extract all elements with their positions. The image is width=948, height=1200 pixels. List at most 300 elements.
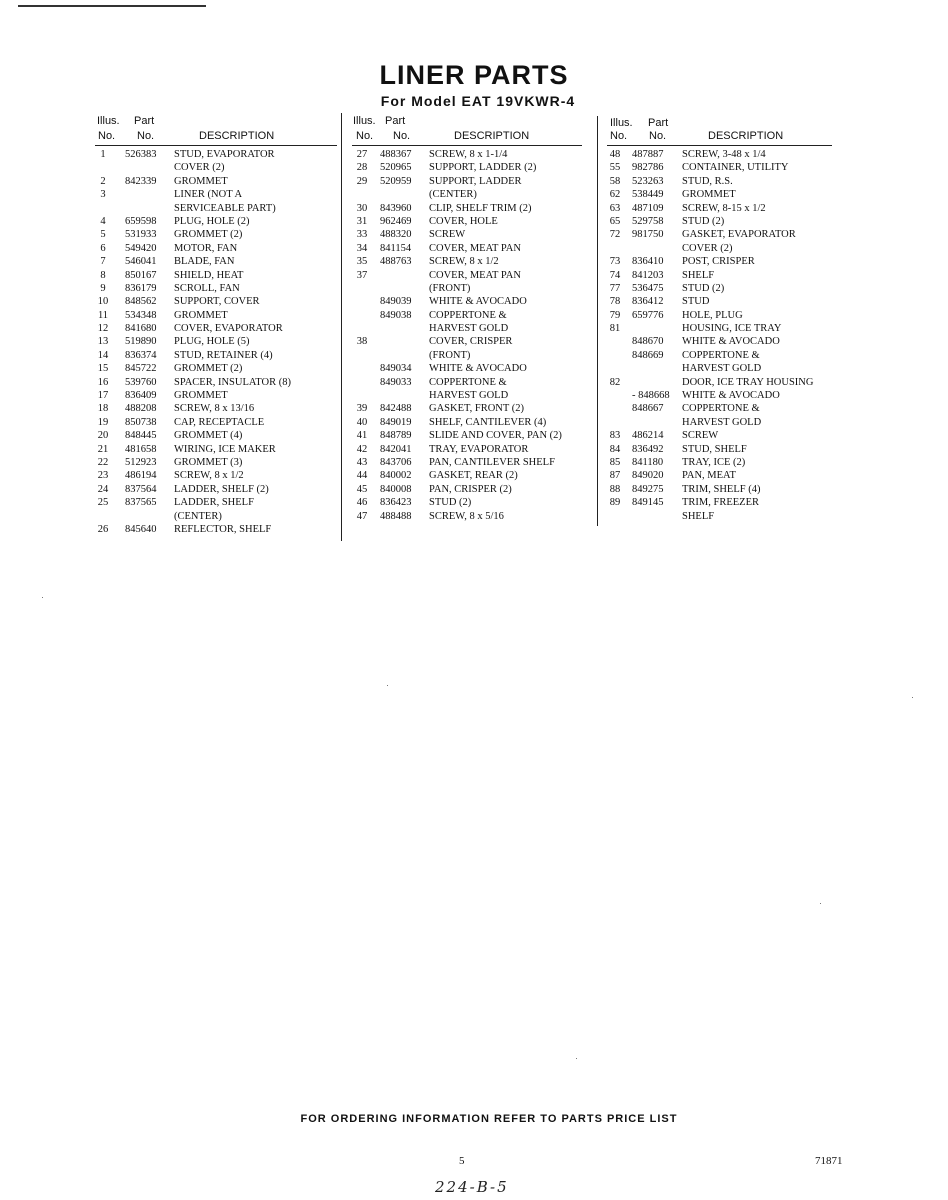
- table-row: [352, 242, 582, 255]
- illus-number: 44: [356, 470, 368, 482]
- model-subtitle: For Model EAT 19VKWR-4: [380, 93, 576, 109]
- parts-rows: [607, 148, 832, 523]
- table-row: [95, 269, 337, 282]
- part-description: (CENTER): [174, 510, 222, 522]
- illus-number: 41: [356, 430, 368, 442]
- part-number: 523263: [632, 175, 664, 187]
- part-number: 836179: [125, 282, 157, 294]
- illus-number: 25: [97, 497, 109, 509]
- header-part: Part: [385, 115, 406, 127]
- illus-number: 37: [356, 269, 368, 281]
- part-number: 841203: [632, 269, 664, 281]
- header-rule: [352, 145, 582, 146]
- table-row: [95, 215, 337, 228]
- table-row: [352, 255, 582, 268]
- part-description: GROMMET (4): [174, 430, 243, 442]
- parts-rows: [352, 148, 582, 523]
- part-description: SCREW, 8 x 13/16: [174, 403, 255, 415]
- part-description: GROMMET: [174, 390, 228, 402]
- header-description: DESCRIPTION: [708, 130, 784, 142]
- part-description: SCREW, 3-48 x 1/4: [682, 149, 766, 160]
- scan-speck: [42, 597, 43, 598]
- part-number: 488488: [380, 510, 412, 522]
- table-row: [95, 376, 337, 389]
- part-description: COPPERTONE &: [429, 376, 507, 388]
- part-number: 849019: [380, 416, 412, 428]
- illus-number: 43: [356, 456, 368, 468]
- illus-number: 39: [356, 403, 368, 415]
- table-row: [352, 161, 582, 174]
- illus-number: 9: [100, 282, 106, 294]
- part-number: 849034: [380, 363, 412, 375]
- part-description: POST, CRISPER: [682, 256, 755, 268]
- table-row: [607, 269, 832, 282]
- part-description: PAN, CRISPER (2): [429, 483, 512, 495]
- part-description: HARVEST GOLD: [682, 416, 762, 428]
- part-description: SLIDE AND COVER, PAN (2): [429, 430, 562, 442]
- part-description: GROMMET: [174, 309, 228, 321]
- part-description: SHELF: [682, 510, 715, 522]
- scan-speck: [387, 685, 388, 686]
- illus-number: 63: [609, 202, 621, 214]
- part-description: LADDER, SHELF (2): [174, 483, 269, 495]
- part-number: 526383: [125, 149, 157, 160]
- part-number: 848789: [380, 430, 412, 442]
- part-description: GROMMET (2): [174, 363, 243, 375]
- top-rule: [18, 5, 206, 7]
- illus-number: 79: [609, 309, 621, 321]
- table-row: [352, 429, 582, 442]
- illus-number: 2: [100, 175, 106, 187]
- table-row: [352, 335, 582, 348]
- header-no: No.: [610, 130, 628, 142]
- part-number: 512923: [125, 456, 157, 468]
- part-description: GROMMET: [174, 175, 228, 187]
- part-description: REFLECTOR, SHELF: [174, 523, 272, 535]
- ordering-note: FOR ORDERING INFORMATION REFER TO PARTS PRICE LIST: [300, 1113, 678, 1125]
- part-number: 849020: [632, 470, 664, 482]
- illus-number: 81: [609, 323, 621, 335]
- table-row: [352, 228, 582, 241]
- illus-number: 23: [97, 470, 109, 482]
- part-number: 488320: [380, 229, 412, 241]
- table-row: [95, 255, 337, 268]
- illus-number: 78: [609, 296, 621, 308]
- parts-rows: [95, 148, 337, 536]
- illus-number: 31: [356, 215, 368, 227]
- part-description: CONTAINER, UTILITY: [682, 162, 789, 174]
- illus-number: 6: [100, 242, 106, 254]
- part-description: SCREW, 8 x 1/2: [174, 470, 244, 482]
- table-row: [95, 389, 337, 402]
- table-row: [95, 202, 337, 215]
- table-row: [352, 469, 582, 482]
- part-number: 481658: [125, 443, 157, 455]
- illus-number: 10: [97, 296, 109, 308]
- table-row: [607, 402, 832, 415]
- table-row: [95, 456, 337, 469]
- part-description: GASKET, REAR (2): [429, 470, 518, 482]
- table-row: [95, 429, 337, 442]
- header-part: Part: [648, 117, 669, 129]
- part-number: 849039: [380, 296, 412, 308]
- table-row: [95, 242, 337, 255]
- part-number: 848667: [632, 403, 664, 415]
- table-row: [607, 429, 832, 442]
- part-number: 850167: [125, 269, 157, 281]
- part-number: 836412: [632, 296, 664, 308]
- header-illus: Illus.: [97, 115, 120, 127]
- table-row: [607, 335, 832, 348]
- column-header: [607, 113, 832, 145]
- illus-number: 72: [609, 229, 621, 241]
- column-divider-right: [597, 116, 598, 526]
- part-description: COPPERTONE &: [429, 309, 507, 321]
- part-number: 848562: [125, 296, 157, 308]
- table-row: [95, 349, 337, 362]
- part-number: 487887: [632, 149, 664, 160]
- part-number: 842488: [380, 403, 412, 415]
- table-row: [607, 496, 832, 509]
- part-description: BLADE, FAN: [174, 256, 235, 268]
- illus-number: 48: [609, 149, 621, 160]
- part-number: 848445: [125, 430, 157, 442]
- table-row: [607, 362, 832, 375]
- part-number: 486214: [632, 430, 664, 442]
- table-row: [95, 188, 337, 201]
- table-row: [607, 175, 832, 188]
- header-illus: Illus.: [610, 117, 633, 129]
- part-description: WHITE & AVOCADO: [429, 296, 527, 308]
- part-number: 837565: [125, 497, 157, 509]
- header-description: DESCRIPTION: [199, 130, 275, 142]
- illus-number: 88: [609, 483, 621, 495]
- illus-number: 18: [97, 403, 109, 415]
- part-number: 836409: [125, 390, 157, 402]
- part-description: WHITE & AVOCADO: [682, 390, 780, 402]
- part-number: 841680: [125, 323, 157, 335]
- part-number: 850738: [125, 416, 157, 428]
- part-description: COVER, EVAPORATOR: [174, 323, 283, 335]
- part-description: COVER, HOLE: [429, 215, 498, 227]
- part-number: 849275: [632, 483, 664, 495]
- part-description: STUD, EVAPORATOR: [174, 149, 275, 160]
- table-row: [95, 496, 337, 509]
- illus-number: 35: [356, 256, 368, 268]
- part-number: 488208: [125, 403, 157, 415]
- part-description: COVER (2): [682, 242, 733, 254]
- table-row: [352, 202, 582, 215]
- table-row: [95, 282, 337, 295]
- illus-number: 83: [609, 430, 621, 442]
- illus-number: 4: [100, 215, 106, 227]
- table-row: [607, 295, 832, 308]
- part-description: SHELF: [682, 269, 715, 281]
- scan-speck: [820, 903, 821, 904]
- parts-column-3: [607, 113, 832, 523]
- table-row: [607, 483, 832, 496]
- part-number: 836374: [125, 349, 157, 361]
- table-row: [352, 416, 582, 429]
- document-number: 71871: [815, 1155, 843, 1167]
- part-number: 659598: [125, 215, 157, 227]
- illus-number: 38: [356, 336, 368, 348]
- table-row: [607, 322, 832, 335]
- illus-number: 73: [609, 256, 621, 268]
- parts-column-2: [352, 113, 582, 523]
- part-number: 486194: [125, 470, 157, 482]
- part-description: PLUG, HOLE (5): [174, 336, 250, 348]
- part-description: GROMMET (3): [174, 456, 243, 468]
- illus-number: 45: [356, 483, 368, 495]
- illus-number: 82: [609, 376, 621, 388]
- part-number: 538449: [632, 189, 664, 201]
- table-row: [607, 349, 832, 362]
- part-number: 848670: [632, 336, 664, 348]
- table-row: [352, 362, 582, 375]
- part-description: GROMMET: [682, 189, 736, 201]
- header-part: Part: [134, 115, 155, 127]
- part-number: 531933: [125, 229, 157, 241]
- part-number: 488763: [380, 256, 412, 268]
- table-row: [95, 483, 337, 496]
- illus-number: 46: [356, 497, 368, 509]
- illus-number: 84: [609, 443, 621, 455]
- part-number: 982786: [632, 162, 664, 174]
- table-row: [607, 456, 832, 469]
- table-row: [352, 483, 582, 496]
- part-description: GROMMET (2): [174, 229, 243, 241]
- illus-number: 13: [97, 336, 109, 348]
- part-number: 845640: [125, 523, 157, 535]
- table-row: [95, 362, 337, 375]
- part-number: 842041: [380, 443, 412, 455]
- part-description: SCREW, 8 x 5/16: [429, 510, 504, 522]
- part-description: HOLE, PLUG: [682, 309, 743, 321]
- part-description: SPACER, INSULATOR (8): [174, 376, 291, 388]
- illus-number: 20: [97, 430, 109, 442]
- part-description: PAN, MEAT: [682, 470, 736, 482]
- part-number: 843960: [380, 202, 412, 214]
- table-row: [352, 376, 582, 389]
- part-description: STUD (2): [429, 497, 472, 509]
- column-header: [352, 113, 582, 145]
- part-number: 845722: [125, 363, 157, 375]
- illus-number: 12: [97, 323, 109, 335]
- part-number: 534348: [125, 309, 157, 321]
- part-description: SCREW, 8-15 x 1/2: [682, 202, 766, 214]
- part-description: WHITE & AVOCADO: [429, 363, 527, 375]
- illus-number: 55: [609, 162, 621, 174]
- illus-number: 30: [356, 202, 368, 214]
- illus-number: 21: [97, 443, 109, 455]
- scan-speck: [912, 697, 913, 698]
- part-description: COPPERTONE &: [682, 403, 760, 415]
- part-description: STUD, RETAINER (4): [174, 349, 273, 361]
- header-illus: Illus.: [353, 115, 376, 127]
- table-row: [95, 523, 337, 536]
- part-number: 520965: [380, 162, 412, 174]
- column-divider-left: [341, 113, 342, 541]
- illus-number: 62: [609, 189, 621, 201]
- part-number: 836492: [632, 443, 664, 455]
- illus-number: 47: [356, 510, 368, 522]
- illus-number: 77: [609, 282, 621, 294]
- header-no: No.: [649, 130, 667, 142]
- page-number: 5: [459, 1155, 465, 1167]
- part-description: DOOR, ICE TRAY HOUSING: [682, 376, 814, 388]
- header-rule: [95, 145, 337, 146]
- header-no: No.: [393, 130, 411, 142]
- illus-number: 11: [97, 309, 109, 321]
- table-row: [352, 389, 582, 402]
- part-number: 841180: [632, 456, 664, 468]
- illus-number: 1: [100, 149, 106, 160]
- scan-speck: [576, 1058, 577, 1059]
- illus-number: 19: [97, 416, 109, 428]
- table-row: [95, 295, 337, 308]
- part-description: STUD (2): [682, 282, 725, 294]
- table-row: [95, 148, 337, 161]
- table-row: [607, 255, 832, 268]
- part-number: 840002: [380, 470, 412, 482]
- part-description: COVER (2): [174, 162, 225, 174]
- part-description: STUD, R.S.: [682, 175, 733, 187]
- part-number: 546041: [125, 256, 157, 268]
- part-description: HARVEST GOLD: [682, 363, 762, 375]
- page-title: LINER PARTS: [379, 60, 569, 90]
- illus-number: 74: [609, 269, 621, 281]
- table-row: [352, 295, 582, 308]
- parts-column-1: [95, 113, 337, 536]
- table-row: [607, 469, 832, 482]
- part-description: (CENTER): [429, 189, 477, 201]
- part-description: STUD (2): [682, 215, 725, 227]
- illus-number: 33: [356, 229, 368, 241]
- table-row: [95, 161, 337, 174]
- part-description: COVER, MEAT PAN: [429, 242, 521, 254]
- part-description: (FRONT): [429, 349, 471, 361]
- illus-number: 3: [100, 189, 106, 201]
- illus-number: 40: [356, 416, 368, 428]
- table-row: [607, 215, 832, 228]
- table-row: [95, 416, 337, 429]
- part-number: 843706: [380, 456, 412, 468]
- part-description: SUPPORT, COVER: [174, 296, 260, 308]
- table-row: [95, 175, 337, 188]
- table-row: [352, 309, 582, 322]
- table-row: [607, 309, 832, 322]
- handwritten-note: 224-B-5: [435, 1178, 509, 1196]
- part-description: TRAY, ICE (2): [682, 456, 746, 468]
- part-number: 842339: [125, 175, 157, 187]
- table-row: [352, 148, 582, 161]
- table-row: [352, 349, 582, 362]
- part-description: GASKET, FRONT (2): [429, 403, 524, 415]
- header-rule: [607, 145, 832, 146]
- illus-number: 29: [356, 175, 368, 187]
- part-number: 981750: [632, 229, 664, 241]
- table-row: [607, 202, 832, 215]
- part-description: CLIP, SHELF TRIM (2): [429, 202, 532, 214]
- illus-number: 65: [609, 215, 621, 227]
- illus-number: 8: [100, 269, 106, 281]
- table-row: [95, 443, 337, 456]
- part-number: 488367: [380, 149, 412, 160]
- table-row: [352, 402, 582, 415]
- part-description: TRAY, EVAPORATOR: [429, 443, 529, 455]
- table-row: [95, 322, 337, 335]
- part-description: COVER, MEAT PAN: [429, 269, 521, 281]
- part-description: WIRING, ICE MAKER: [174, 443, 276, 455]
- part-description: STUD: [682, 296, 710, 308]
- table-row: [95, 309, 337, 322]
- illus-number: 7: [100, 256, 106, 268]
- table-row: [607, 242, 832, 255]
- part-description: TRIM, SHELF (4): [682, 483, 761, 495]
- part-description: SERVICEABLE PART): [174, 202, 276, 214]
- table-row: [607, 161, 832, 174]
- table-row: [352, 496, 582, 509]
- table-row: [607, 148, 832, 161]
- part-description: COPPERTONE &: [682, 349, 760, 361]
- part-number: 836423: [380, 497, 412, 509]
- part-description: SCREW: [429, 229, 466, 241]
- part-description: LADDER, SHELF: [174, 497, 254, 509]
- part-description: SHIELD, HEAT: [174, 269, 244, 281]
- illus-number: 42: [356, 443, 368, 455]
- table-row: [352, 215, 582, 228]
- part-description: TRIM, FREEZER: [682, 497, 760, 509]
- part-description: GASKET, EVAPORATOR: [682, 229, 796, 241]
- part-description: COVER, CRISPER: [429, 336, 513, 348]
- part-description: HOUSING, ICE TRAY: [682, 323, 782, 335]
- table-row: [352, 175, 582, 188]
- header-description: DESCRIPTION: [454, 130, 530, 142]
- illus-number: 15: [97, 363, 109, 375]
- table-row: [352, 322, 582, 335]
- part-number: 849145: [632, 497, 664, 509]
- part-number: 841154: [380, 242, 412, 254]
- part-description: SCREW, 8 x 1/2: [429, 256, 499, 268]
- part-number: 529758: [632, 215, 664, 227]
- table-row: [352, 282, 582, 295]
- part-number: 840008: [380, 483, 412, 495]
- part-number: 520959: [380, 175, 412, 187]
- part-description: LINER (NOT A: [174, 189, 243, 201]
- table-row: [607, 228, 832, 241]
- part-description: WHITE & AVOCADO: [682, 336, 780, 348]
- illus-number: 22: [97, 456, 109, 468]
- table-row: [352, 456, 582, 469]
- part-description: HARVEST GOLD: [429, 390, 509, 402]
- table-row: [95, 510, 337, 523]
- illus-number: 89: [609, 497, 621, 509]
- part-number: 659776: [632, 309, 664, 321]
- column-header: [95, 113, 337, 145]
- header-no: No.: [356, 130, 374, 142]
- part-description: SUPPORT, LADDER: [429, 175, 522, 187]
- table-row: [607, 282, 832, 295]
- part-number: 536475: [632, 282, 664, 294]
- header-no: No.: [98, 130, 116, 142]
- table-row: [607, 188, 832, 201]
- part-description: CAP, RECEPTACLE: [174, 416, 265, 428]
- table-row: [95, 228, 337, 241]
- table-row: [607, 416, 832, 429]
- table-row: [352, 269, 582, 282]
- table-row: [352, 188, 582, 201]
